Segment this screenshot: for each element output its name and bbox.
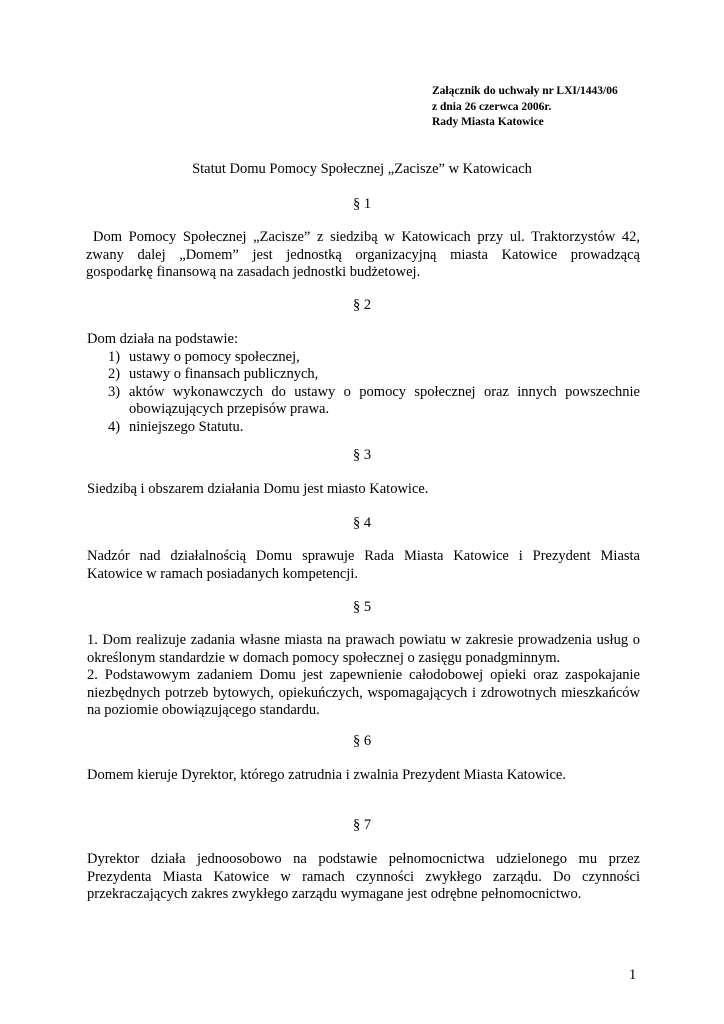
section-4-line-2: Katowice w ramach posiadanych kompetencji. — [87, 565, 358, 582]
section-5-p2-line-3: na poziomie obowiązującego standardu. — [87, 702, 320, 718]
list-item — [87, 366, 640, 384]
attachment-header — [432, 84, 618, 131]
header-line-2: z dnia 26 czerwca 2006r. — [432, 100, 552, 113]
section-5-paragraph — [87, 632, 640, 720]
page-number: 1 — [629, 967, 637, 983]
list-item-text: ustawy o finansach publicznych, — [129, 366, 319, 382]
list-item-number: 3) — [108, 383, 121, 400]
section-5-heading: § 5 — [352, 599, 372, 615]
section-4-heading: § 4 — [352, 515, 372, 531]
list-item-text: aktów wykonawczych do ustawy o pomocy społecznej oraz innych powszechnie obowiązujących przepisów prawa. — [129, 383, 640, 417]
section-3-heading: § 3 — [352, 447, 372, 463]
header-line-1: Załącznik do uchwały nr LXI/1443/06 — [432, 85, 618, 97]
section-2-heading: § 2 — [352, 297, 372, 313]
section-7-paragraph — [87, 851, 640, 904]
list-item — [87, 384, 640, 419]
section-1-line-1: Dom Pomocy Społecznej „Zacisze” z siedzibą w Katowicach przy ul. Traktorzystów 42, — [93, 229, 640, 245]
section-7-heading: § 7 — [352, 817, 372, 833]
section-6-paragraph: Domem kieruje Dyrektor, którego zatrudnia i zwalnia Prezydent Miasta Katowice. — [87, 767, 566, 783]
list-item-text: niniejszego Statutu. — [129, 418, 244, 435]
section-2-list — [87, 331, 640, 436]
list-item — [87, 349, 640, 367]
document-title: Statut Domu Pomocy Społecznej „Zacisze” w Katowicach — [192, 161, 532, 177]
section-4-paragraph — [87, 548, 640, 583]
section-4-line-1: Nadzór nad działalnością Domu sprawuje Rada Miasta Katowice i Prezydent Miasta — [87, 548, 640, 564]
section-1-line-2: zwany dalej „Domem” jest jednostką organizacyjną miasta Katowice prowadzącą — [86, 246, 640, 263]
section-1-heading: § 1 — [352, 196, 372, 212]
section-7-line-3: przekraczających zakres zwykłego zarządu wymagane jest odrębne pełnomocnictwo. — [87, 886, 582, 902]
header-line-3: Rady Miasta Katowice — [432, 116, 544, 128]
section-6-heading: § 6 — [352, 733, 372, 749]
list-item-text: ustawy o pomocy społecznej, — [129, 348, 300, 365]
section-3-paragraph: Siedzibą i obszarem działania Domu jest miasto Katowice. — [87, 481, 429, 497]
section-5-p2-line-2: niezbędnych potrzeb bytowych, opiekuńczych, wspomagających i zdrowotnych mieszkańców — [87, 684, 640, 701]
section-5-p2-line-1: 2. Podstawowym zadaniem Domu jest zapewnienie całodobowej opieki oraz zaspokajanie — [87, 667, 640, 683]
section-1-line-3: gospodarkę finansową na zasadach jednostki budżetowej. — [86, 264, 421, 280]
section-1-paragraph — [86, 229, 640, 282]
list-item — [87, 419, 640, 437]
list-item-number: 4) — [108, 418, 121, 435]
list-item-number: 2) — [108, 366, 121, 382]
section-7-line-2: Prezydenta Miasta Katowice w ramach czynności zwykłego zarządu. Do czynności — [87, 868, 640, 885]
section-5-p1-line-2: określonym standardzie w domach pomocy społecznej o zasięgu ponadgminnym. — [87, 649, 561, 666]
list-item-number: 1) — [108, 348, 121, 365]
section-7-line-1: Dyrektor działa jednoosobowo na podstawie pełnomocnictwa udzielonego mu przez — [87, 851, 640, 867]
section-5-p1-line-1: 1. Dom realizuje zadania własne miasta na prawach powiatu w zakresie prowadzenia usług o — [87, 632, 640, 648]
section-2-intro: Dom działa na podstawie: — [87, 331, 238, 347]
